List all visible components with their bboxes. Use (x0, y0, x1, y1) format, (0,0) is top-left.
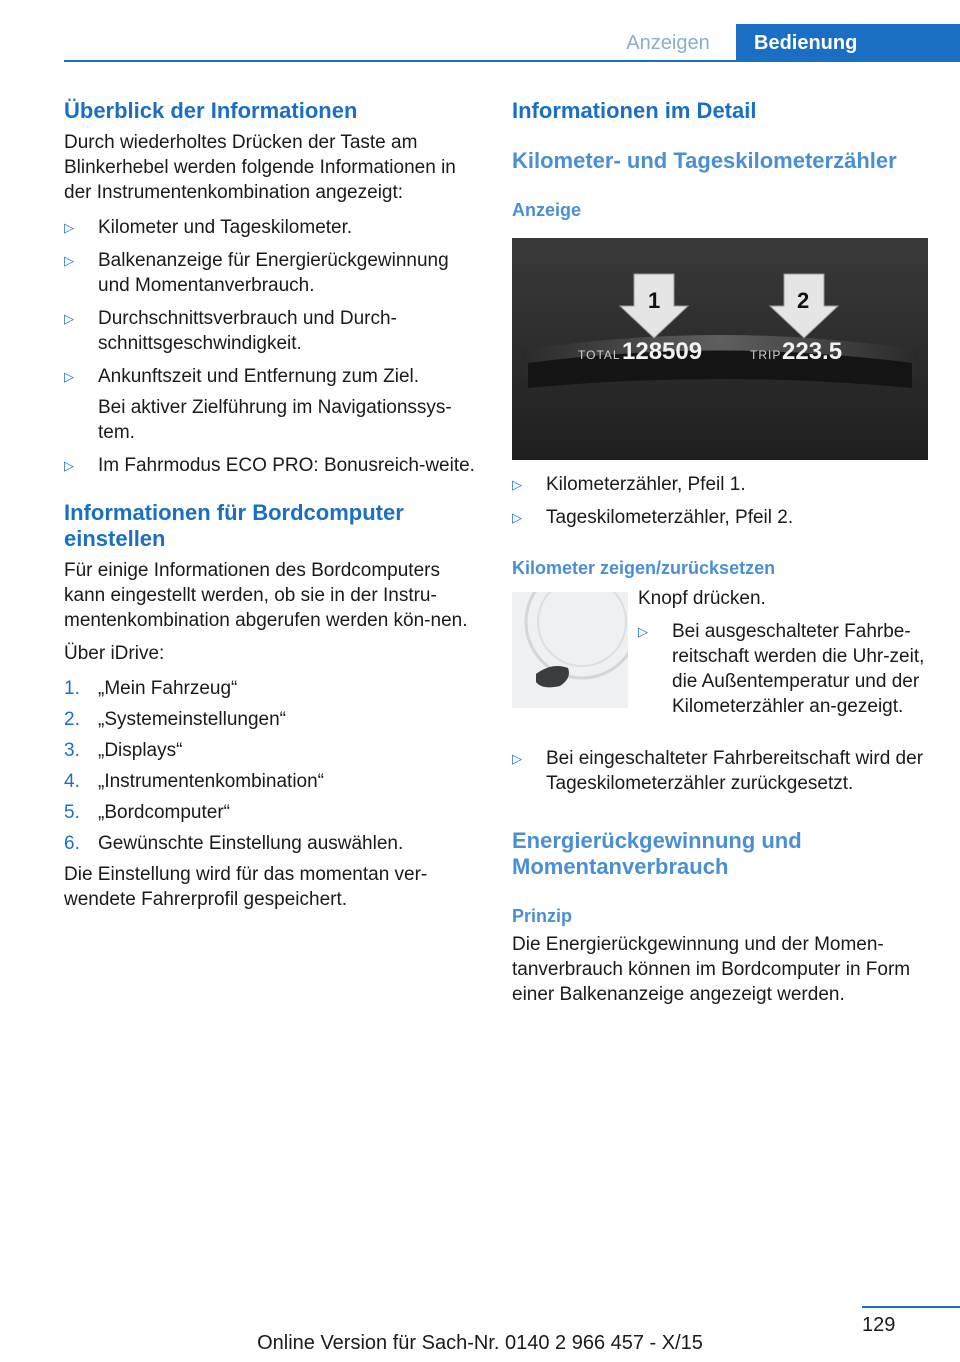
dashboard-graphic (512, 238, 928, 460)
step-number: 3. (64, 740, 80, 761)
idrive-label: Über iDrive: (64, 643, 165, 664)
triangle-right-icon: ▷ (512, 477, 522, 492)
step-text: „Displays“ (98, 740, 183, 761)
list-item (64, 306, 480, 356)
step-item (64, 676, 480, 701)
arrow-1-label: 1 (648, 288, 661, 313)
list-item (64, 364, 480, 445)
step-text: „Bordcomputer“ (98, 802, 230, 823)
triangle-right-icon: ▷ (512, 751, 522, 766)
step-text: „Systemeinstellungen“ (98, 709, 286, 730)
list-item (512, 505, 930, 530)
principle-subheading: Prinzip (512, 906, 573, 926)
principle-text: Die Energierückgewinnung und der Momen-tanverbrauch können im Bordcomputer in Form einer Balkenanzeige angezeigt werden. (512, 934, 911, 1005)
tab-anzeigen[interactable]: Anzeigen (626, 32, 710, 54)
step-number: 6. (64, 833, 80, 854)
list-item-text: Tageskilometerzähler, Pfeil 2. (546, 507, 794, 528)
total-label: TOTAL (578, 348, 621, 362)
step-number: 4. (64, 771, 80, 792)
list-item-text: Kilometer und Tageskilometer. (98, 217, 353, 238)
triangle-right-icon: ▷ (64, 458, 74, 473)
triangle-right-icon: ▷ (64, 311, 74, 326)
list-item (64, 215, 480, 240)
step-number: 1. (64, 678, 80, 699)
list-item (512, 472, 930, 497)
list-item-text: Kilometerzähler, Pfeil 1. (546, 474, 746, 495)
header-rule (64, 60, 960, 62)
steps-list (64, 676, 480, 856)
list-item-text: Balkenanzeige für Energierückgewinnung und Momentanverbrauch. (98, 250, 449, 296)
footer-rule (862, 1306, 960, 1308)
settings-heading: Informationen für Bordcomputer einstellen (64, 500, 404, 551)
step-number: 5. (64, 802, 80, 823)
tab-bedienung[interactable]: Bedienung (736, 24, 960, 62)
step-item (64, 769, 480, 794)
step-item (64, 707, 480, 732)
list-item-text: Im Fahrmodus ECO PRO: Bonusreich-weite. (98, 455, 475, 476)
step-item (64, 800, 480, 825)
list-item-text: Ankunftszeit und Entfernung zum Ziel. (98, 366, 420, 387)
reset-content (638, 586, 930, 719)
list-item (64, 248, 480, 298)
closing-text: Die Einstellung wird für das momentan ver-wendete Fahrerprofil gespeichert. (64, 864, 428, 910)
list-item-text: Bei eingeschalteter Fahrbereitschaft wird der Tageskilometerzähler zurückgesetzt. (546, 748, 924, 794)
trip-label: TRIP (750, 348, 782, 362)
reset-section (512, 586, 930, 736)
detail-heading: Informationen im Detail (512, 98, 757, 123)
dashboard-image (512, 238, 928, 460)
knob-graphic (512, 592, 628, 708)
step-text: „Instrumentenkombination“ (98, 771, 324, 792)
list-item (64, 453, 480, 478)
settings-text: Für einige Informationen des Bordcomputers kann eingestellt werden, ob sie in der Instru-mentenkombination abgerufen werden kön-nen. (64, 560, 468, 631)
overview-heading: Überblick der Informationen (64, 98, 358, 123)
odometer-heading: Kilometer- und Tageskilometerzähler (512, 148, 897, 173)
triangle-right-icon: ▷ (64, 369, 74, 384)
reset-subheading: Kilometer zeigen/zurücksetzen (512, 558, 776, 578)
list-item (512, 746, 930, 796)
arrow-2-label: 2 (797, 288, 810, 313)
display-subheading: Anzeige (512, 200, 582, 220)
list-item-text: Bei ausgeschalteter Fahrbe-reitschaft werden die Uhr-zeit, die Außentemperatur und der Kilometerzähler an-gezeigt. (672, 621, 925, 717)
page-number: 129 (862, 1314, 896, 1336)
footer-text: Online Version für Sach-Nr. 0140 2 966 457 - X/15 (257, 1332, 703, 1354)
left-column (64, 98, 480, 912)
reset-list (512, 746, 930, 796)
step-item (64, 738, 480, 763)
energy-heading: Energierückgewinnung und Momentanverbrauch (512, 828, 802, 879)
list-item-note: Bei aktiver Zielführung im Navigationssys-tem. (98, 397, 452, 443)
list-item-text: Durchschnittsverbrauch und Durch-schnittsgeschwindigkeit. (98, 308, 397, 354)
step-item (64, 831, 480, 856)
right-column (512, 98, 930, 1007)
reset-text: Knopf drücken. (638, 588, 766, 609)
triangle-right-icon: ▷ (64, 253, 74, 268)
step-number: 2. (64, 709, 80, 730)
overview-text: Durch wiederholtes Drücken der Taste am Blinkerhebel werden folgende Informationen in der Instrumentenkombination angezeigt: (64, 132, 456, 203)
trip-value: 223.5 (782, 338, 843, 365)
list-item (638, 619, 930, 719)
step-text: „Mein Fahrzeug“ (98, 678, 238, 699)
total-value: 128509 (622, 338, 703, 365)
triangle-right-icon: ▷ (64, 220, 74, 235)
triangle-right-icon: ▷ (512, 510, 522, 525)
triangle-right-icon: ▷ (638, 624, 648, 639)
reset-list-inner (638, 619, 930, 719)
knob-image (512, 592, 628, 708)
step-text: Gewünschte Einstellung auswählen. (98, 833, 404, 854)
overview-list (64, 215, 480, 478)
odometer-list (512, 472, 930, 530)
